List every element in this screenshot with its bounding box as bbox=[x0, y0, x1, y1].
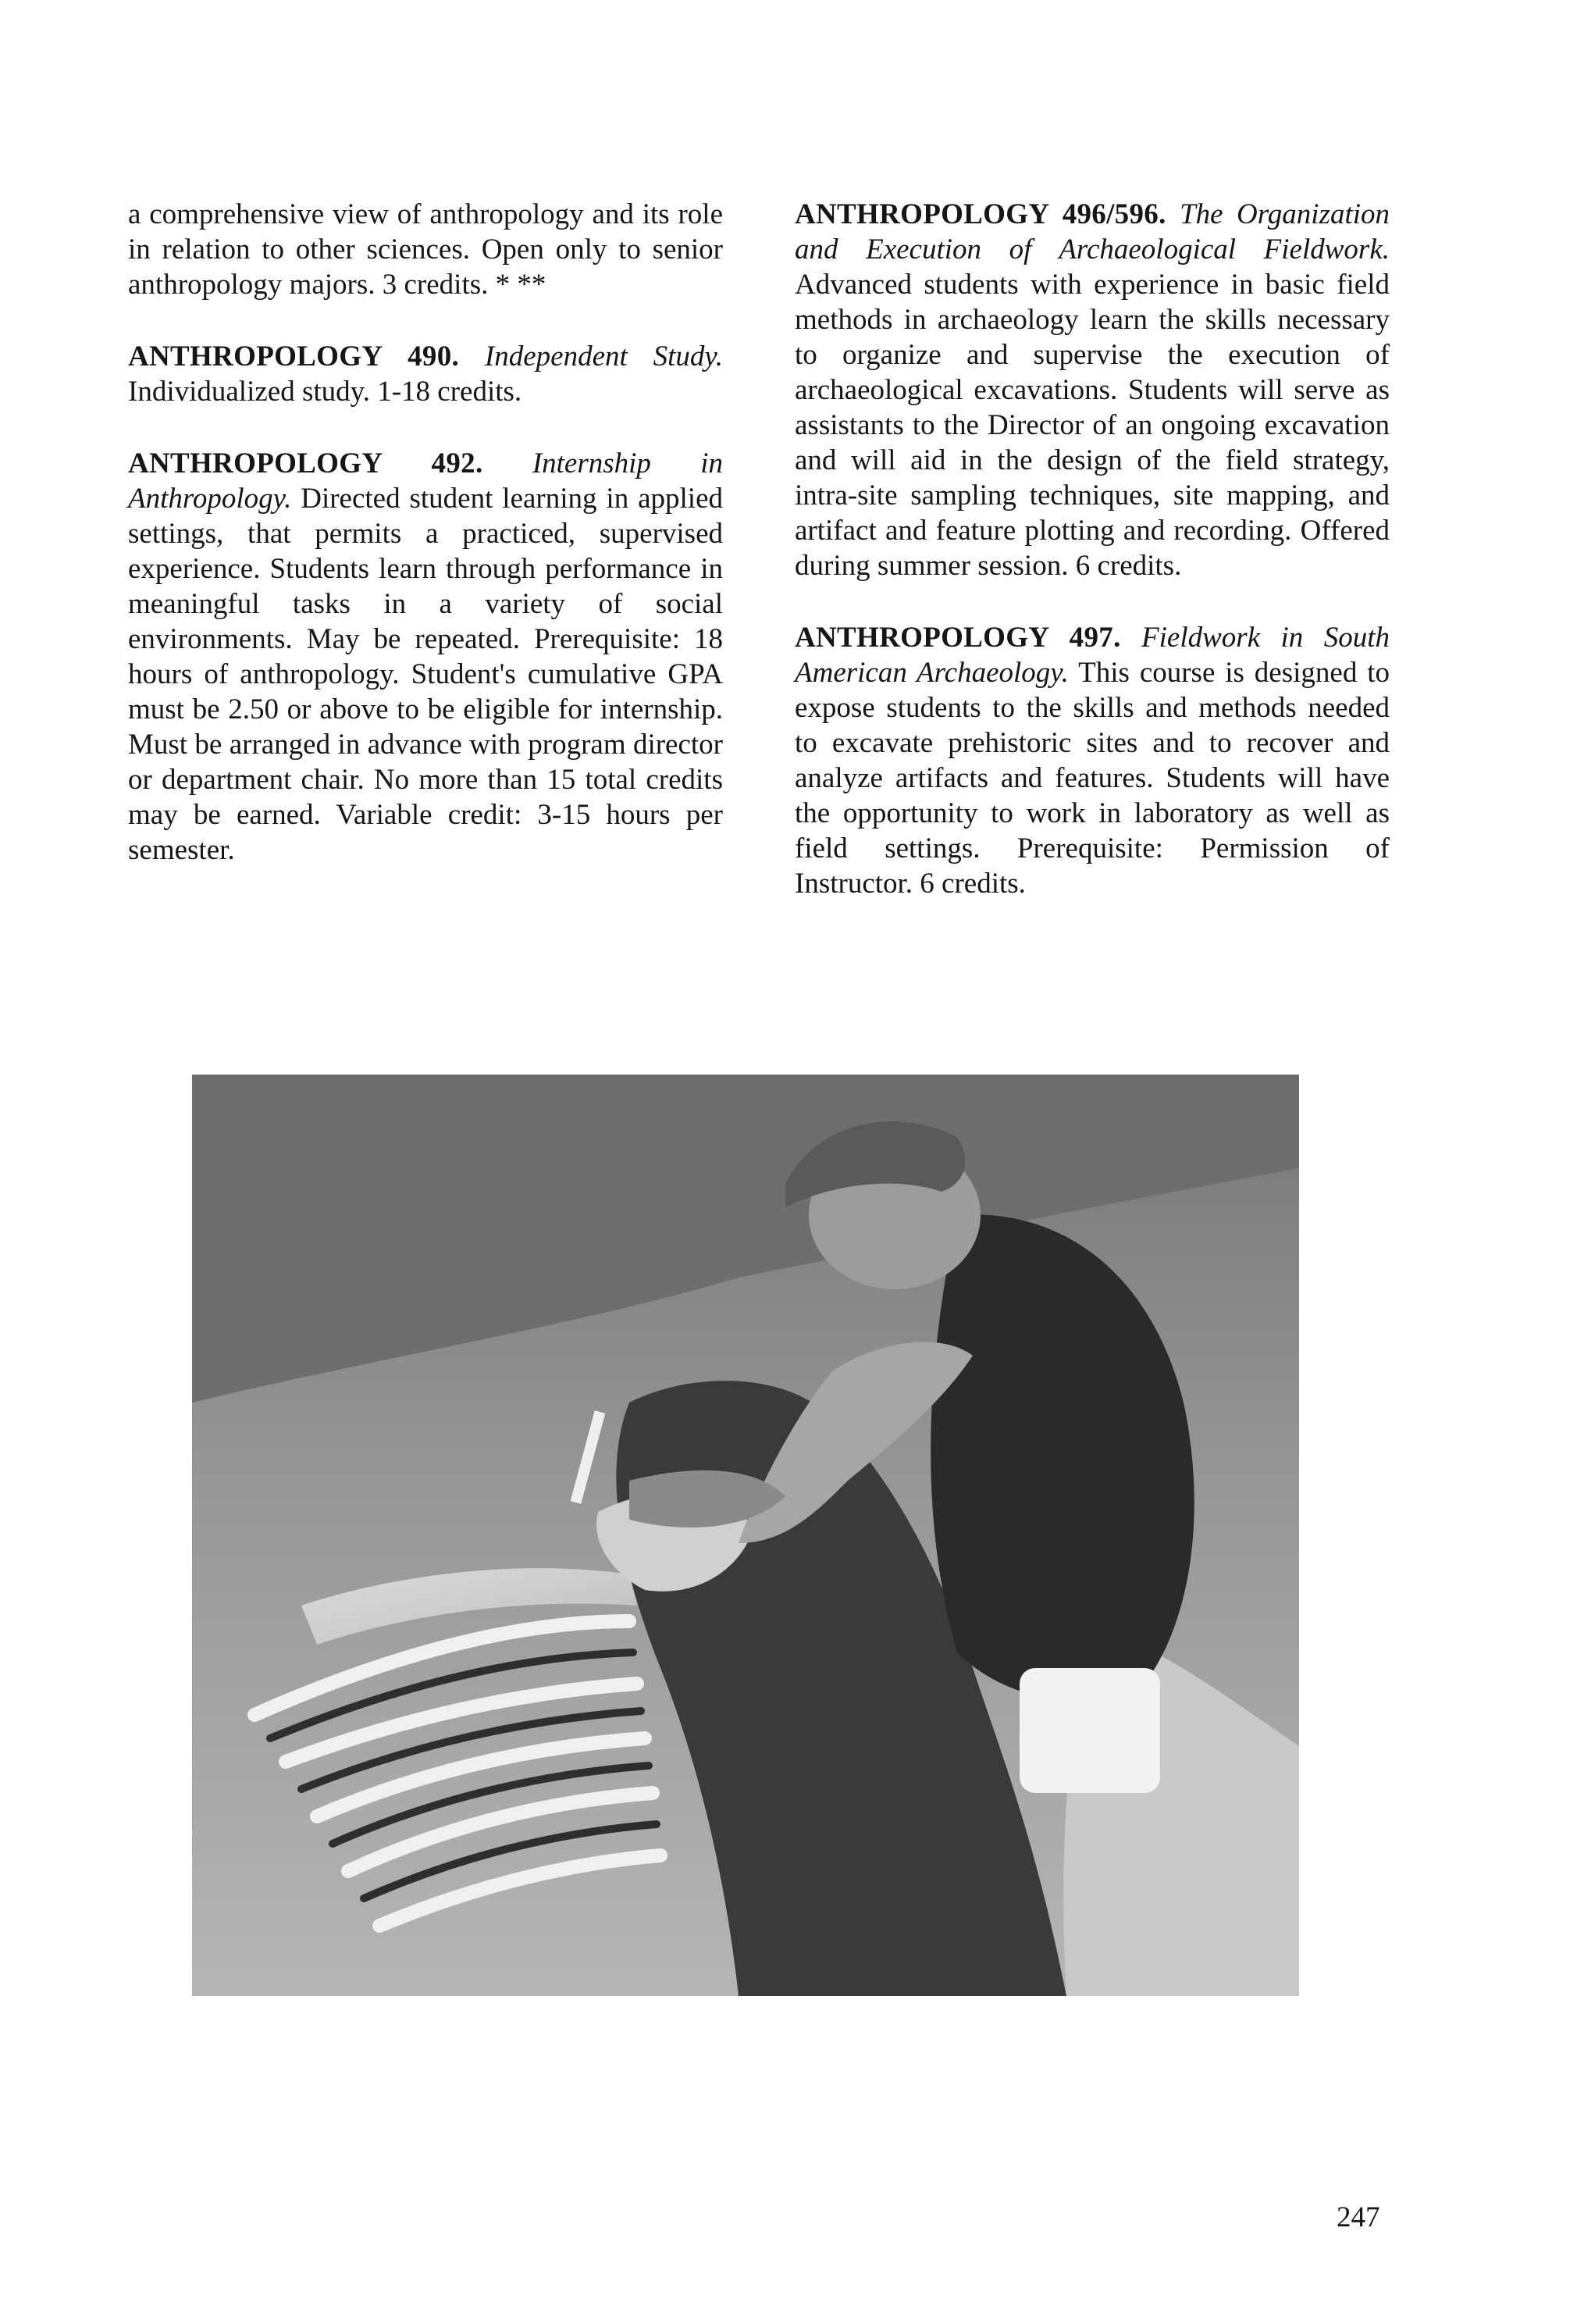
excavation-photo-icon bbox=[192, 1075, 1299, 1996]
intro-paragraph bbox=[128, 197, 723, 302]
course-code: ANTHROPOLOGY 496/596. bbox=[795, 198, 1166, 230]
excavation-photo bbox=[192, 1075, 1299, 1996]
course-description: Advanced students with experience in basic field methods in archaeology learn the skills necessary to organize and supervise the execution of archaeological excavations. Students will serve as assistants to the Director of an ongoing excavation and will aid in the design of the field strategy, intra-site sampling techniques, site mapping, and artifact and feature plotting and recording. Offered during summer session. 6 credits. bbox=[795, 269, 1390, 582]
course-entry-490 bbox=[128, 339, 723, 409]
course-title: The Organization and Execution of Archaeological Fieldwork. bbox=[795, 198, 1390, 266]
course-code: ANTHROPOLOGY 497. bbox=[795, 622, 1121, 654]
course-description: This course is designed to expose students to the skills and methods needed to excavate prehistoric sites and to recover and analyze artifacts and features. Students will have the opportunity to work in laboratory as well as field settings. Prerequisite: Permission of Instructor. 6 credits. bbox=[795, 657, 1390, 900]
course-title: Independent Study. bbox=[484, 340, 724, 372]
left-column bbox=[128, 197, 723, 904]
page-number: 247 bbox=[1337, 2201, 1380, 2233]
course-description: Directed student learning in applied settings, that permits a practiced, supervised experience. Students learn through performance in meaningful tasks in a variety of social environments. May be repeated. Prerequisite: 18 hours of anthropology. Student's cumulative GPA must be 2.50 or above to be eligible for internship. Must be arranged in advance with program director or department chair. No more than 15 total credits may be earned. Variable credit: 3-15 hours per semester. bbox=[128, 483, 723, 866]
course-entry-497 bbox=[795, 620, 1390, 901]
course-entry-492 bbox=[128, 446, 723, 868]
course-entry-496-596 bbox=[795, 197, 1390, 583]
course-code: ANTHROPOLOGY 492. bbox=[128, 447, 483, 479]
course-title: Fieldwork in South American Archaeology. bbox=[795, 622, 1390, 689]
course-description: Individualized study. 1-18 credits. bbox=[128, 376, 522, 408]
course-title: Internship in Anthropology. bbox=[128, 447, 723, 515]
intro-text: a comprehensive view of anthropology and its role in relation to other sciences. Open only to senior anthropology majors. 3 credits. * ** bbox=[128, 198, 723, 301]
right-column bbox=[795, 197, 1390, 938]
course-code: ANTHROPOLOGY 490. bbox=[128, 340, 460, 372]
